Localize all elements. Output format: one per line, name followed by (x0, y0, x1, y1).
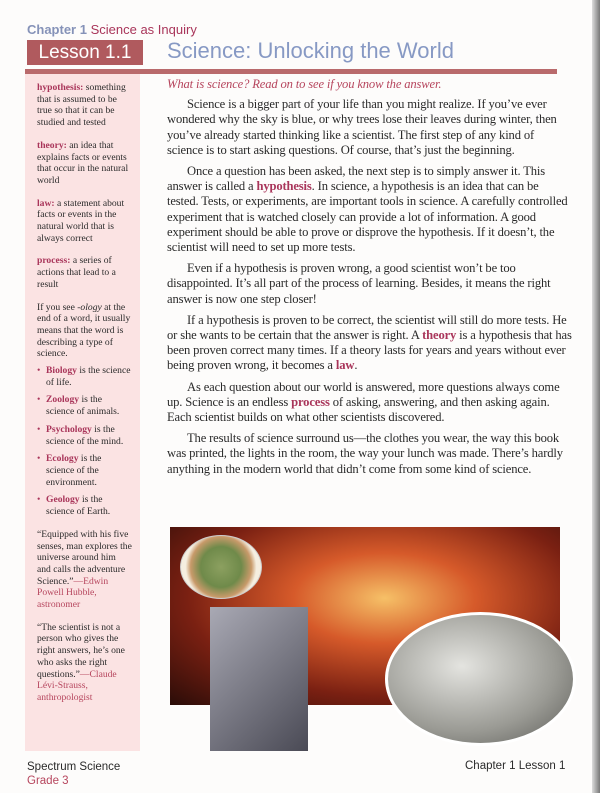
lesson-badge: Lesson 1.1 (27, 40, 143, 65)
list-item (37, 365, 132, 388)
chapter-heading (27, 22, 197, 37)
sidebar (25, 74, 140, 751)
text: at the end of a word, it usually means that the word is describing a type of science. (37, 301, 131, 360)
chapter-number: Chapter 1 (27, 22, 87, 37)
microscope-photo (210, 607, 308, 751)
grade: Grade 3 (27, 775, 69, 787)
definition-text: something that is assumed to be true so that it can be studied and tested (37, 82, 126, 129)
keyword: hypothesis (256, 179, 312, 194)
definition (37, 198, 132, 245)
definition (37, 255, 132, 290)
term: Psychology (46, 423, 92, 435)
moon-surface-photo (385, 612, 576, 746)
term: hypothesis: (37, 82, 84, 93)
keyword: process (291, 394, 330, 409)
term: Biology (46, 365, 77, 377)
page-title: Science: Unlocking the World (167, 38, 454, 63)
paragraph (167, 164, 573, 255)
text: . (354, 358, 358, 373)
text: -ology (77, 301, 102, 313)
keyword: law (335, 358, 355, 373)
term: theory: (37, 139, 67, 151)
text: is the science of animals. (46, 394, 120, 418)
quote (37, 529, 132, 611)
text: . In science, a hypothesis is an idea that can be tested. Tests, or experiments, are important tools in science. A carefully controlled experiment that is watched closely can provide a lot of information. A good experiment should be able to prove or disprove the hypothesis. If it doesn’t, the scientist will need to set up more tests. (167, 179, 568, 255)
quote-attribution: —Edwin Powell Hubble, astronomer (37, 575, 109, 611)
term: Geology (46, 494, 80, 506)
text: If a hypothesis is proven to be correct, the scientist will still do more tests. He or she wants to be certain that the answer is right. A (167, 312, 567, 343)
text: Once a question has been asked, the next step is to simply answer it. This answer is called a (167, 164, 546, 194)
quote (37, 622, 132, 704)
paragraph (167, 380, 573, 426)
text: As each question about our world is answered, more questions always come up. Science is an endless (167, 379, 560, 409)
ology-note (37, 302, 132, 361)
text: is a hypothesis that has been proven correct many times. If a theory lasts for years and years without ever being proven wrong, it becomes a (167, 328, 572, 373)
keyword: theory (422, 328, 457, 343)
paragraph: The results of science surround us—the clothes you wear, the way this book was printed, the lights in the room, the way your lunch was made. There’s hardly anything in the modern world that didn’t come from some kind of science. (167, 431, 563, 476)
definition (37, 82, 132, 129)
text: If you see (37, 301, 78, 313)
chapter-title: Science as Inquiry (90, 22, 197, 37)
term: law: (37, 197, 55, 209)
definition-text: an idea that explains facts or events that occur in the natural world (37, 139, 129, 186)
main-text (167, 77, 573, 483)
quote-text: “The scientist is not a person who gives the right answers, he’s one who asks the right questions.” (37, 621, 125, 680)
term: process: (37, 255, 71, 267)
paragraph: Science is a bigger part of your life than you might realize. If you’ve ever wondered why the sky is blue, or why trees lose their leaves during winter, then you’ve already started thinking like a scientist. The first step of any kind of science is to start asking questions. Of course, that’s just the beginning. (167, 97, 557, 157)
list-item (37, 394, 132, 417)
text: is the science of life. (46, 365, 131, 388)
term: Ecology (46, 453, 79, 465)
footer-right: Chapter 1 Lesson 1 (465, 760, 566, 772)
text: of asking, answering, and then asking again. Each scientist builds on what other scientists discovered. (167, 394, 550, 425)
text: is the science of the environment. (46, 453, 102, 488)
quote-attribution: —Claude Lévi-Strauss, anthropologist (37, 668, 117, 703)
definition-text: a series of actions that lead to a result (37, 255, 116, 290)
list-item (37, 453, 132, 488)
book-title: Spectrum Science (27, 761, 121, 773)
definition-text: a statement about facts or events in the natural world that is always correct (37, 197, 125, 244)
photo-collage (170, 527, 570, 751)
page-edge (592, 0, 600, 793)
science-list (37, 365, 132, 518)
paragraph (167, 313, 573, 374)
list-item (37, 424, 132, 447)
footer-left (27, 760, 120, 788)
quote-text: “Equipped with his five senses, man explores the universe around him and calls the adventure Science.” (37, 528, 132, 587)
cell-photo (180, 535, 262, 599)
text: is the science of Earth. (46, 494, 111, 518)
paragraph: Even if a hypothesis is proven wrong, a good scientist won’t be too disappointed. It’s all part of the process of learning. Besides, it means the right answer is now one step closer! (167, 261, 551, 306)
definition (37, 140, 132, 187)
intro: What is science? Read on to see if you know the answer. (167, 77, 442, 91)
list-item (37, 494, 132, 517)
text: is the science of the mind. (46, 423, 124, 447)
term: Zoology (46, 394, 80, 406)
